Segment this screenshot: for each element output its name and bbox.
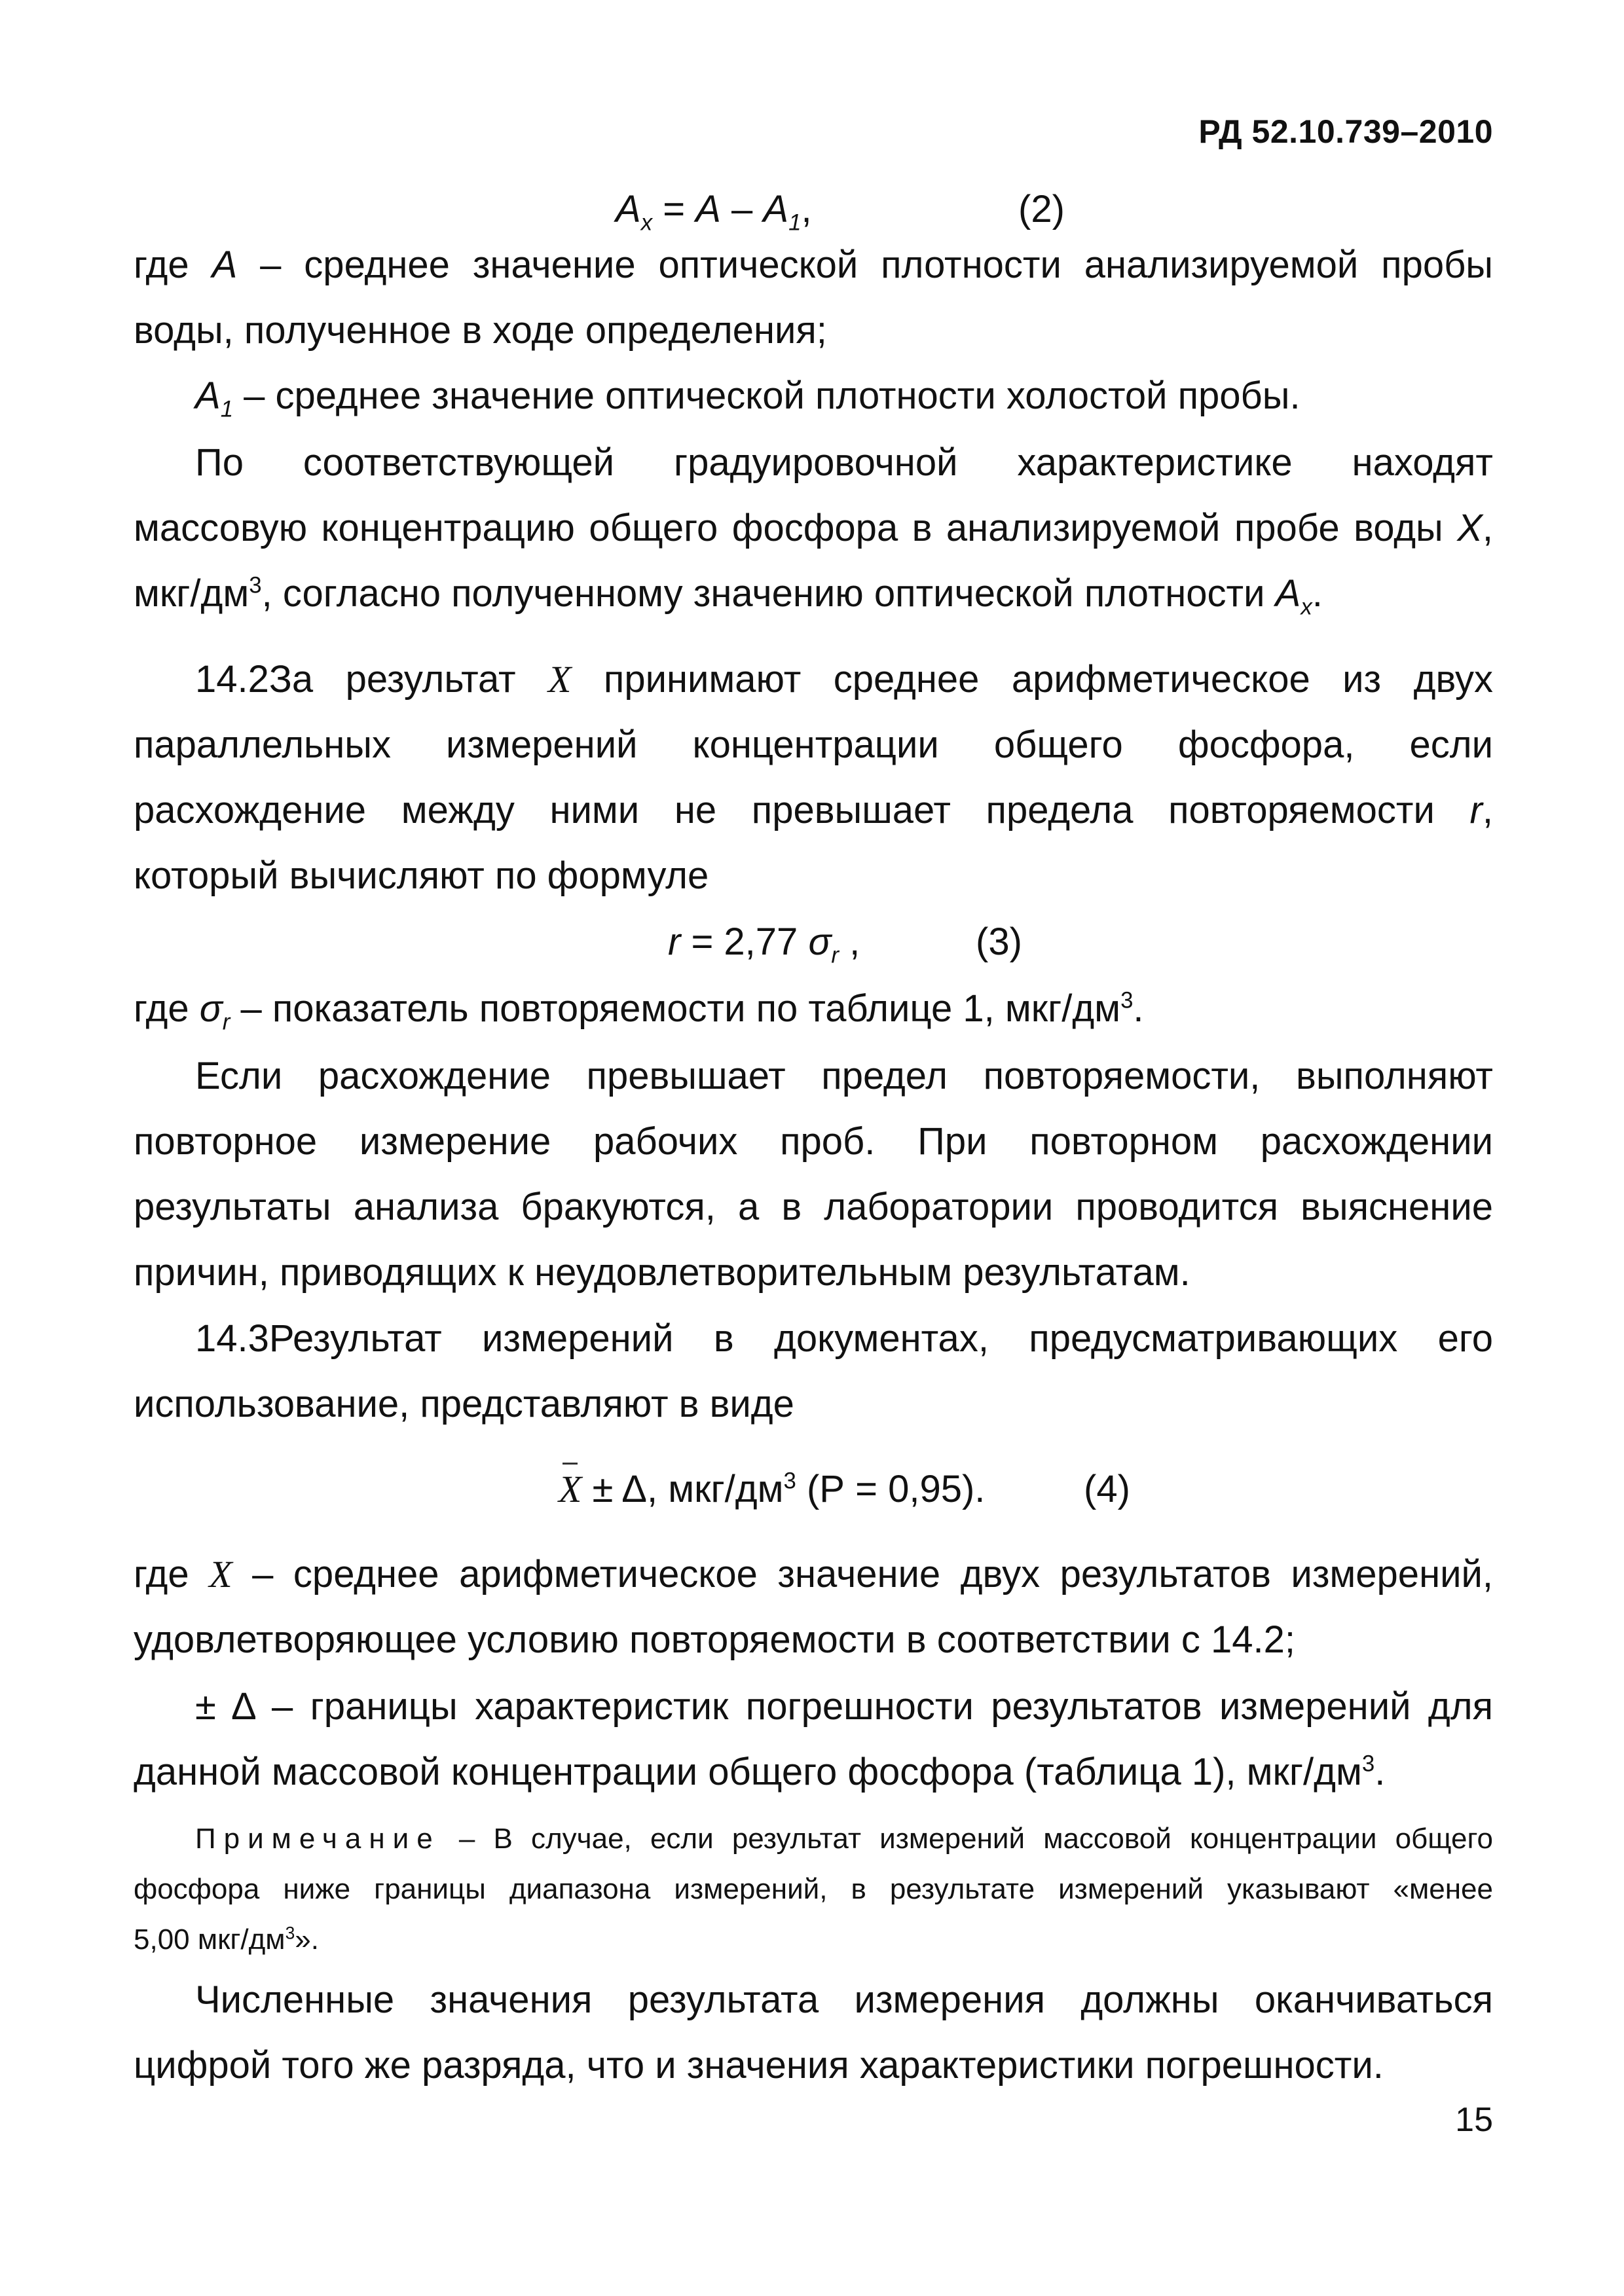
formula-2-number: (2) (1018, 188, 1065, 230)
x-bar-symbol: X (548, 657, 571, 702)
paragraph-line: где $\sigma_r$ – показатель повторяемости по таблице 1, мкг/$дм^3$. (134, 987, 1144, 1035)
formula-3-number: (3) (976, 920, 1022, 963)
formula-4: X ± Δ, мкг/$дм^3$ (Р = 0,95). (559, 1467, 985, 1512)
note-line: Примечание – В случае, если результат измерений массовой концентрации общего (195, 1823, 1493, 1855)
x-bar-symbol: X (559, 1467, 581, 1512)
paragraph-line: 14.3Результат измерений в документах, предусматривающих его (195, 1317, 1493, 1360)
paragraph-line: удовлетворяющее условию повторяемости в соответствии с 14.2; (134, 1618, 1295, 1661)
note-line: фосфора ниже границы диапазона измерений, в результате измерений указывают «менее (134, 1873, 1493, 1905)
paragraph-line: параллельных измерений концентрации общего фосфора, если (134, 723, 1493, 766)
paragraph-line: массовую концентрацию общего фосфора в анализируемой пробе воды X, (134, 507, 1493, 549)
paragraph-line: использование, представляют в виде (134, 1383, 794, 1425)
paragraph-line: ± Δ – границы характеристик погрешности результатов измерений для (195, 1685, 1493, 1728)
paragraph-line: результаты анализа бракуются, а в лаборатории проводится выяснение (134, 1186, 1493, 1228)
formula-2: $A_x = A - A_1$, (616, 188, 812, 236)
paragraph-line: который вычисляют по формуле (134, 854, 709, 897)
paragraph-line: повторное измерение рабочих проб. При повторном расхождении (134, 1120, 1493, 1163)
paragraph-line: По соответствующей градуировочной характеристике находят (195, 441, 1493, 484)
x-bar-symbol: X (209, 1552, 232, 1597)
paragraph-line: Численные значения результата измерения должны оканчиваться (195, 1978, 1493, 2021)
paragraph-line: где A – среднее значение оптической плотности анализируемой пробы (134, 244, 1493, 286)
document-code: РД 52.10.739–2010 (1198, 113, 1493, 150)
paragraph-line: мкг/$дм^3$, согласно полученному значению оптической плотности $A_x$. (134, 572, 1323, 620)
note-line: 5,00 мкг/$дм^3$». (134, 1923, 319, 1956)
paragraph-line: причин, приводящих к неудовлетворительным результатам. (134, 1251, 1190, 1294)
paragraph-line: Если расхождение превышает предел повторяемости, выполняют (195, 1055, 1493, 1097)
page-number: 15 (1455, 2101, 1493, 2139)
paragraph-line: 14.2За результат X принимают среднее арифметическое из двух (195, 657, 1493, 702)
paragraph-line: где X – среднее арифметическое значение двух результатов измерений, (134, 1552, 1493, 1597)
paragraph-line: данной массовой концентрации общего фосфора (таблица 1), мкг/$дм^3$. (134, 1751, 1386, 1793)
paragraph-line: цифрой того же разряда, что и значения характеристики погрешности. (134, 2044, 1384, 2086)
formula-3: r = 2,77 $\sigma_r$ , (668, 920, 860, 968)
note-label: Примечание (195, 1823, 441, 1855)
paragraph-line: воды, полученное в ходе определения; (134, 309, 827, 352)
paragraph-line: $A_1$ – среднее значение оптической плотности холостой пробы. (195, 374, 1301, 422)
formula-4-number: (4) (1084, 1468, 1130, 1510)
paragraph-line: расхождение между ними не превышает предела повторяемости r, (134, 789, 1493, 831)
